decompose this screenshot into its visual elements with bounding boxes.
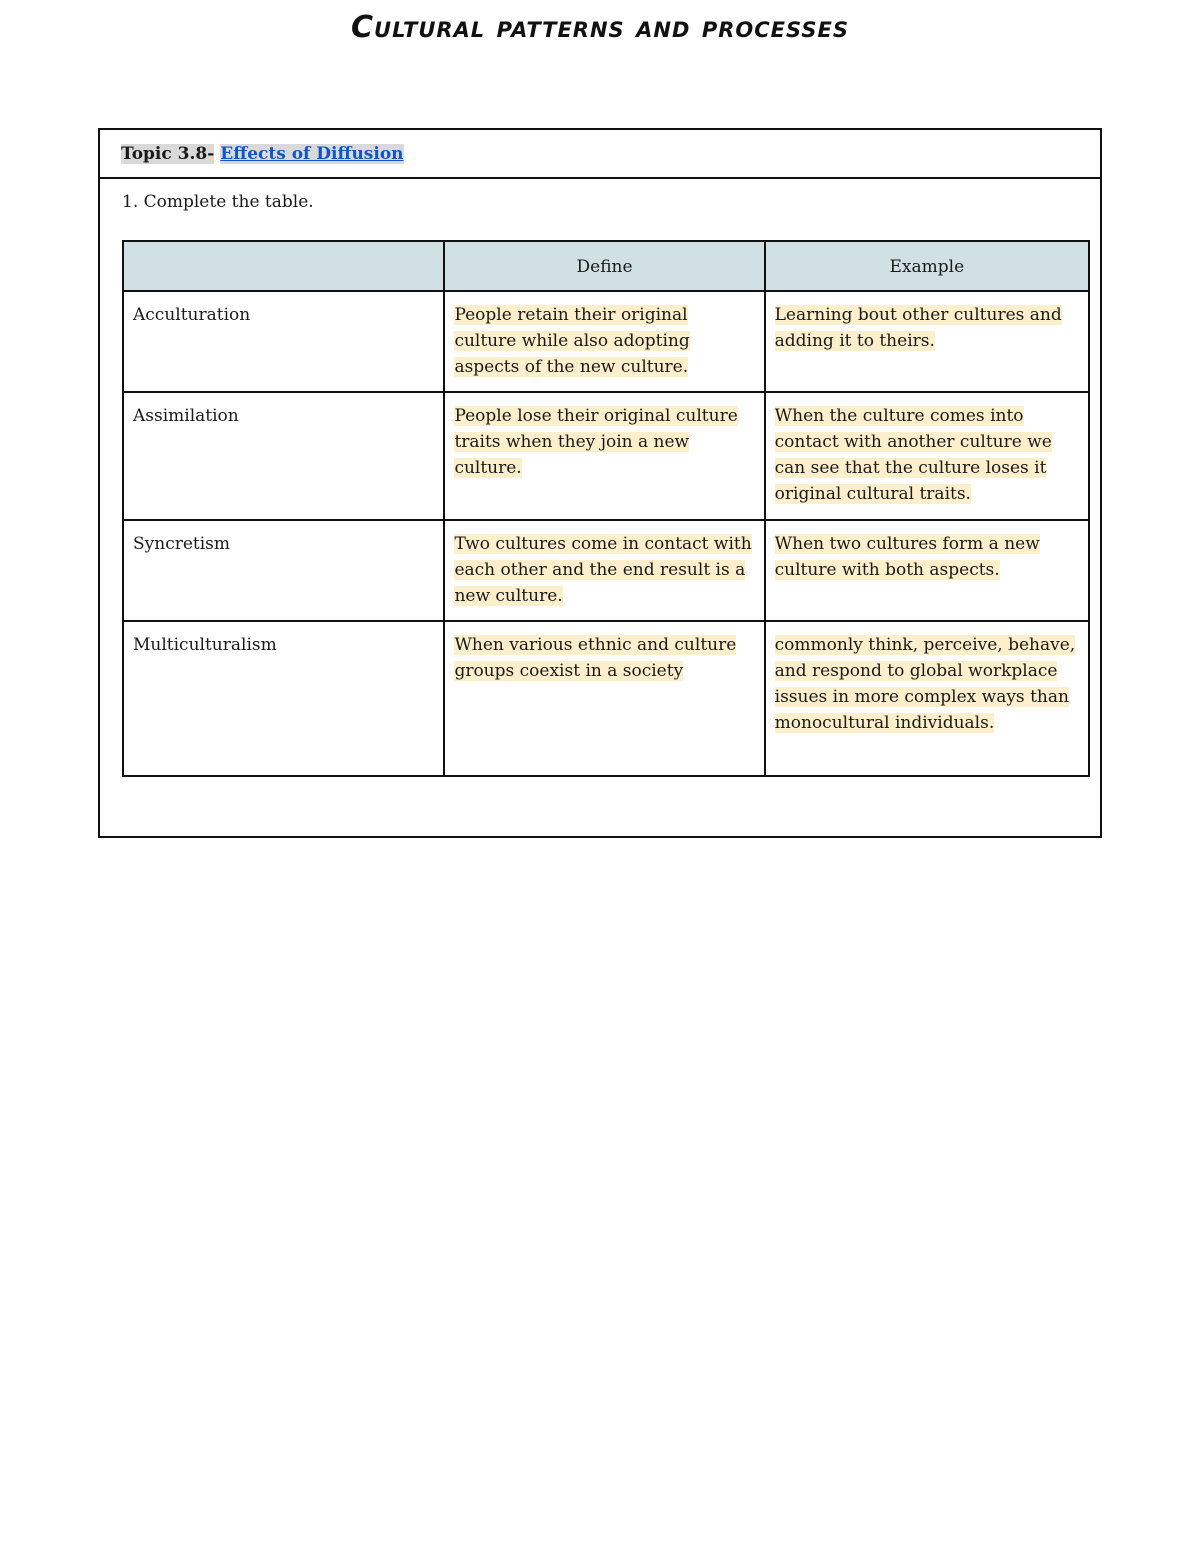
table-row xyxy=(123,392,1089,520)
term-cell: Acculturation xyxy=(123,291,444,392)
topic-link[interactable]: Effects of Diffusion xyxy=(220,143,404,164)
diffusion-table xyxy=(122,240,1090,777)
example-answer: commonly think, perceive, behave, and respond to global workplace issues in more complex ways than monocultural individuals. xyxy=(774,635,1076,733)
define-cell[interactable] xyxy=(444,621,764,776)
example-cell[interactable] xyxy=(765,621,1089,776)
table-header-row xyxy=(123,241,1089,291)
table-row xyxy=(123,291,1089,392)
instruction-text: 1. Complete the table. xyxy=(122,192,314,212)
table-row xyxy=(123,621,1089,776)
table-row xyxy=(123,520,1089,621)
example-answer: When the culture comes into contact with another culture we can see that the culture loses it original cultural traits. xyxy=(774,406,1052,504)
header-example: Example xyxy=(765,241,1089,291)
example-answer: Learning bout other cultures and adding it to theirs. xyxy=(774,305,1062,351)
term-cell: Multiculturalism xyxy=(123,621,444,776)
page-title: Cultural patterns and processes xyxy=(351,10,849,45)
define-cell[interactable] xyxy=(444,392,764,520)
define-cell[interactable] xyxy=(444,291,764,392)
example-cell[interactable] xyxy=(765,392,1089,520)
define-cell[interactable] xyxy=(444,520,764,621)
example-cell[interactable] xyxy=(765,291,1089,392)
example-answer: When two cultures form a new culture with both aspects. xyxy=(774,534,1040,580)
example-cell[interactable] xyxy=(765,520,1089,621)
topic-label: Topic 3.8- xyxy=(121,143,215,164)
define-answer: People retain their original culture while also adopting aspects of the new culture. xyxy=(454,305,690,377)
worksheet-box xyxy=(98,128,1102,838)
define-answer: Two cultures come in contact with each other and the end result is a new culture. xyxy=(454,534,752,606)
term-cell: Syncretism xyxy=(123,520,444,621)
header-define: Define xyxy=(444,241,764,291)
header-term xyxy=(123,241,444,291)
term-cell: Assimilation xyxy=(123,392,444,520)
define-answer: People lose their original culture traits when they join a new culture. xyxy=(454,406,738,478)
topic-row xyxy=(100,130,1100,179)
define-answer: When various ethnic and culture groups coexist in a society xyxy=(454,635,737,681)
